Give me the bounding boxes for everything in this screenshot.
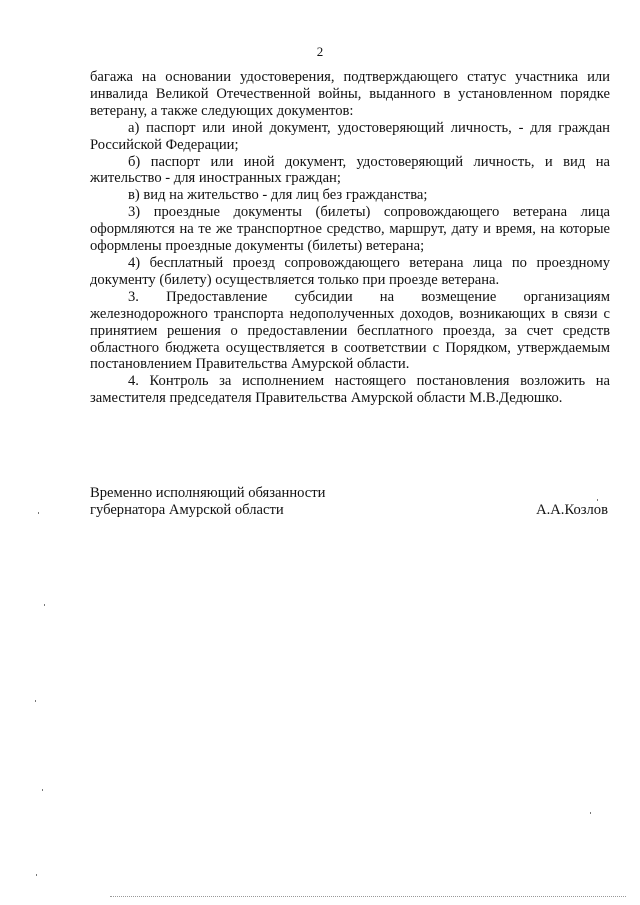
scan-speck [38, 512, 39, 514]
scan-speck [36, 874, 37, 876]
signature-block [90, 485, 610, 519]
paragraph-item-4: 4) бесплатный проезд сопровождающего ветерана лица по проездному документу (билету) осуществляется только при проезде ветерана. [90, 254, 610, 288]
scan-speck [35, 700, 36, 702]
scan-speck [44, 604, 45, 606]
scan-speck [590, 812, 591, 814]
signatory-position [90, 485, 325, 519]
scan-speck [42, 789, 43, 791]
paragraph-section-3: 3. Предоставление субсидии на возмещение организациям железнодорожного транспорта недополученных доходов, возникающих в связи с принятием решения о предоставлении бесплатного проезда, за счет средств областного бюджета осуществляется в соответствии с Порядком, утверждаемым постановлением Правительства Амурской области. [90, 288, 610, 373]
page-number: 2 [316, 44, 324, 59]
paragraph-item-a: а) паспорт или иной документ, удостоверяющий личность, - для граждан Российской Федерации; [90, 119, 610, 153]
paragraph-item-3: 3) проездные документы (билеты) сопровождающего ветерана лица оформляются на те же транспортное средство, маршрут, дату и время, на которые оформлены проездные документы (билеты) ветерана; [90, 204, 610, 255]
signatory-name: А.А.Козлов [536, 502, 608, 518]
paragraph-continuation: багажа на основании удостоверения, подтверждающего статус участника или инвалида Великой Отечественной войны, выданного в установленном порядке ветерану, а также следующих документов: [90, 69, 610, 119]
signatory-position-line-1: Временно исполняющий обязанности [90, 485, 326, 501]
paragraph-item-c: в) вид на жительство - для лиц без гражданства; [128, 187, 428, 204]
signatory-position-line-2: губернатора Амурской области [90, 502, 284, 518]
document-body [90, 69, 610, 407]
paragraph-item-b: б) паспорт или иной документ, удостоверяющий личность, и вид на жительство - для иностранных граждан; [90, 153, 610, 187]
paragraph-section-4: 4. Контроль за исполнением настоящего постановления возложить на заместителя председателя Правительства Амурской области М.В.Дедюшко. [90, 373, 610, 407]
scan-speck [597, 499, 598, 501]
scan-edge-line [110, 896, 626, 897]
